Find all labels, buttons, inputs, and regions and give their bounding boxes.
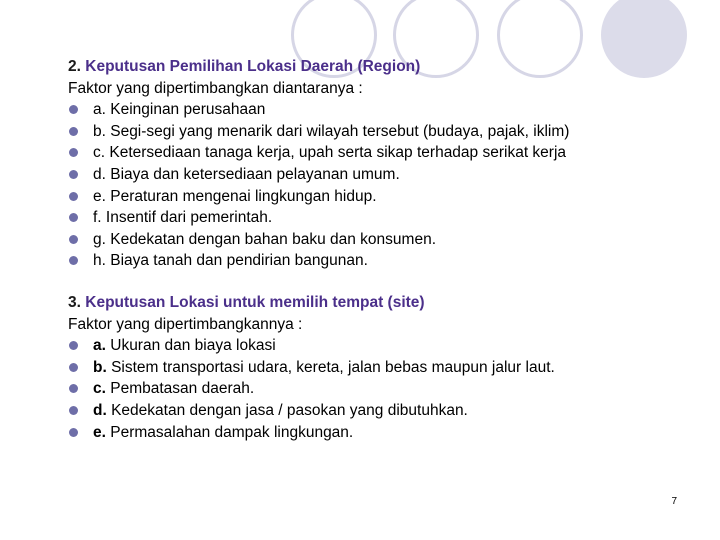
section-region-intro: Faktor yang dipertimbangkan diantaranya : — [68, 79, 363, 97]
list-item — [68, 378, 708, 400]
section-region-heading — [68, 56, 708, 78]
section-region — [68, 56, 708, 272]
section-site-list — [68, 335, 708, 443]
section-region-title: Keputusan Pemilihan Lokasi Daerah (Region) — [85, 58, 421, 75]
page-number: 7 — [671, 496, 677, 507]
section-site-heading — [68, 292, 708, 314]
list-item-text: Kedekatan dengan jasa / pasokan yang dibutuhkan. — [106, 401, 468, 419]
list-item: f. Insentif dari pemerintah. — [68, 207, 708, 229]
list-item-text: Ukuran dan biaya lokasi — [105, 337, 276, 355]
list-item-text: Pembatasan daerah. — [105, 380, 255, 398]
list-item — [68, 400, 708, 422]
section-region-list — [68, 99, 708, 272]
list-item: a. Keinginan perusahaan — [68, 99, 708, 121]
list-item: b. Segi-segi yang menarik dari wilayah tersebut (budaya, pajak, iklim) — [68, 121, 708, 143]
slide-content — [68, 56, 708, 443]
list-item — [68, 357, 708, 379]
section-site-intro: Faktor yang dipertimbangkannya : — [68, 315, 303, 333]
list-item-text: Permasalahan dampak lingkungan. — [105, 423, 354, 441]
list-item — [68, 422, 708, 444]
section-site-title: Keputusan Lokasi untuk memilih tempat (site) — [85, 293, 425, 311]
list-item — [68, 335, 708, 357]
list-item-prefix: d. — [93, 401, 107, 419]
list-item: c. Ketersediaan tanaga kerja, upah serta sikap terhadap serikat kerja — [68, 142, 708, 164]
list-item: h. Biaya tanah dan pendirian bangunan. — [68, 250, 708, 272]
section-site — [68, 292, 708, 443]
list-item-prefix: e. — [93, 423, 106, 441]
section-region-number: 2. — [68, 58, 81, 75]
list-item: d. Biaya dan ketersediaan pelayanan umum. — [68, 164, 708, 186]
list-item-prefix: a. — [93, 337, 106, 355]
list-item: g. Kedekatan dengan bahan baku dan konsumen. — [68, 229, 708, 251]
list-item-prefix: b. — [93, 358, 107, 376]
section-site-number: 3. — [68, 293, 81, 311]
list-item-text: Sistem transportasi udara, kereta, jalan bebas maupun jalur laut. — [106, 358, 555, 376]
list-item-prefix: c. — [93, 380, 106, 398]
list-item: e. Peraturan mengenai lingkungan hidup. — [68, 186, 708, 208]
